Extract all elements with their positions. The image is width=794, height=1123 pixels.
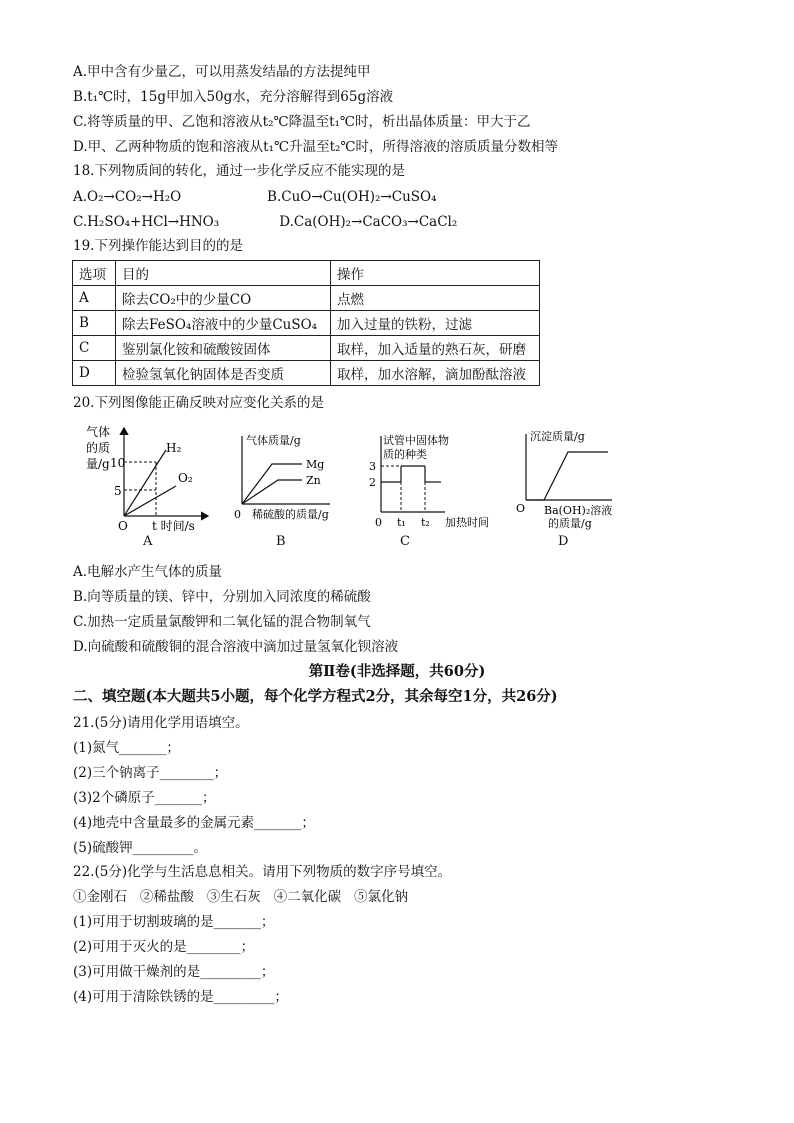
tick-label: 2 <box>369 476 376 489</box>
q22-options: ①金刚石 ②稀盐酸 ③生石灰 ④二氧化碳 ⑤氯化钠 <box>73 889 408 905</box>
q17-option-c: C.将等质量的甲、乙饱和溶液从t₂℃降温至t₁℃时，析出晶体质量：甲大于乙 <box>73 114 531 130</box>
q20-option-a: A.电解水产生气体的质量 <box>73 564 223 580</box>
x-label-1: Ba(OH)₂溶液 <box>544 504 613 517</box>
table-cell: 检验氢氧化钠固体是否变质 <box>116 361 331 386</box>
table-cell: 鉴别氯化铵和硫酸铵固体 <box>116 336 331 361</box>
y-label-1: 试管中固体物 <box>383 434 449 447</box>
q20-option-b: B.向等质量的镁、锌中，分别加入同浓度的稀硫酸 <box>73 589 371 605</box>
y-label: 气体质量/g <box>246 434 301 447</box>
graph-a <box>80 422 210 532</box>
q17-option-a: A.甲中含有少量乙，可以用蒸发结晶的方法提纯甲 <box>73 64 371 80</box>
y-label-3: 量/g <box>86 457 110 471</box>
table-cell: 取样，加入适量的熟石灰，研磨 <box>331 336 540 361</box>
x-label: 稀硫酸的质量/g <box>252 508 329 521</box>
q18-options-ab: A.O₂→CO₂→H₂O B.CuO→Cu(OH)₂→CuSO₄ <box>73 189 437 205</box>
table-cell: 点燃 <box>331 286 540 311</box>
graph-c <box>365 422 505 532</box>
series-label-mg: Mg <box>306 458 325 471</box>
x-tick-t1: t₁ <box>397 516 406 529</box>
q22-stem: 22.(5分)化学与生活息息相关。请用下列物质的数字序号填空。 <box>73 864 452 880</box>
series-label-zn: Zn <box>306 474 321 487</box>
origin-label: O <box>118 519 128 532</box>
graph-b-caption: B <box>276 534 286 549</box>
tick-label: 10 <box>110 456 126 470</box>
tick-label: 3 <box>369 460 376 473</box>
q21-item-3: (3)2个磷原子_______； <box>73 790 216 806</box>
x-label: t 时间/s <box>152 519 195 532</box>
series-label-h2: H₂ <box>166 441 182 455</box>
table-row <box>73 311 540 336</box>
x-tick-t2: t₂ <box>421 516 430 529</box>
x-label: 加热时间 <box>445 516 489 529</box>
graph-d-caption: D <box>558 534 569 549</box>
q22-item-3: (3)可用做干燥剂的是_________； <box>73 964 275 980</box>
q21-item-5: (5)硫酸钾_________。 <box>73 840 207 856</box>
table-cell: C <box>73 336 116 361</box>
q21-stem: 21.(5分)请用化学用语填空。 <box>73 715 249 731</box>
q17-option-d: D.甲、乙两种物质的饱和溶液从t₁℃升温至t₂℃时，所得溶液的溶质质量分数相等 <box>73 139 559 155</box>
table-header-cell: 选项 <box>73 261 116 286</box>
table-cell: A <box>73 286 116 311</box>
table-cell: 取样，加水溶解，滴加酚酞溶液 <box>331 361 540 386</box>
part-title: 二、填空题(本大题共5小题，每个化学方程式2分，其余每空1分，共26分) <box>73 688 558 705</box>
table-cell: 除去FeSO₄溶液中的少量CuSO₄ <box>116 311 331 336</box>
y-label-2: 质的种类 <box>383 448 427 461</box>
graph-c-caption: C <box>400 534 410 549</box>
y-label: 沉淀质量/g <box>530 430 585 443</box>
q18-stem: 18.下列物质间的转化，通过一步化学反应不能实现的是 <box>73 163 405 179</box>
table-cell: B <box>73 311 116 336</box>
section-title: 第Ⅱ卷(非选择题，共60分) <box>308 663 486 680</box>
table-row <box>73 361 540 386</box>
q20-stem: 20.下列图像能正确反映对应变化关系的是 <box>73 395 324 411</box>
tick-label: 5 <box>114 484 122 498</box>
origin-label: O <box>516 502 526 515</box>
q21-item-4: (4)地壳中含量最多的金属元素_______； <box>73 815 315 831</box>
h2-line <box>124 450 166 516</box>
table-header-cell: 操作 <box>331 261 540 286</box>
q20-option-c: C.加热一定质量氯酸钾和二氧化锰的混合物制氧气 <box>73 614 371 630</box>
table-cell: D <box>73 361 116 386</box>
graph-d <box>512 422 622 532</box>
q17-option-b: B.t₁℃时，15g甲加入50g水，充分溶解得到65g溶液 <box>73 89 394 105</box>
q22-item-2: (2)可用于灭火的是________； <box>73 939 255 955</box>
x-label-2: 的质量/g <box>548 517 592 530</box>
q18-options-cd: C.H₂SO₄+HCl→HNO₃ D.Ca(OH)₂→CaCO₃→CaCl₂ <box>73 214 458 230</box>
graph-a-caption: A <box>143 534 153 549</box>
table-cell: 加入过量的铁粉，过滤 <box>331 311 540 336</box>
q19-stem: 19.下列操作能达到目的的是 <box>73 238 243 254</box>
y-label-1: 气体 <box>86 425 111 439</box>
series-label-o2: O₂ <box>178 471 193 485</box>
graph-b <box>228 422 338 532</box>
table-cell: 除去CO₂中的少量CO <box>116 286 331 311</box>
table-row <box>73 336 540 361</box>
q19-table <box>72 260 540 386</box>
table-header-cell: 目的 <box>116 261 331 286</box>
table-header-row <box>73 261 540 286</box>
q21-item-2: (2)三个钠离子________； <box>73 765 228 781</box>
origin-label: 0 <box>234 508 241 521</box>
table-row <box>73 286 540 311</box>
q22-item-4: (4)可用于清除铁锈的是_________； <box>73 989 288 1005</box>
q22-item-1: (1)可用于切割玻璃的是_______； <box>73 914 275 930</box>
origin-label: 0 <box>375 516 382 529</box>
q21-item-1: (1)氮气_______； <box>73 740 180 756</box>
precipitate-line <box>526 452 608 500</box>
y-label-2: 的质 <box>86 441 111 455</box>
q20-option-d: D.向硫酸和硫酸铜的混合溶液中滴加过量氢氧化钡溶液 <box>73 639 399 655</box>
